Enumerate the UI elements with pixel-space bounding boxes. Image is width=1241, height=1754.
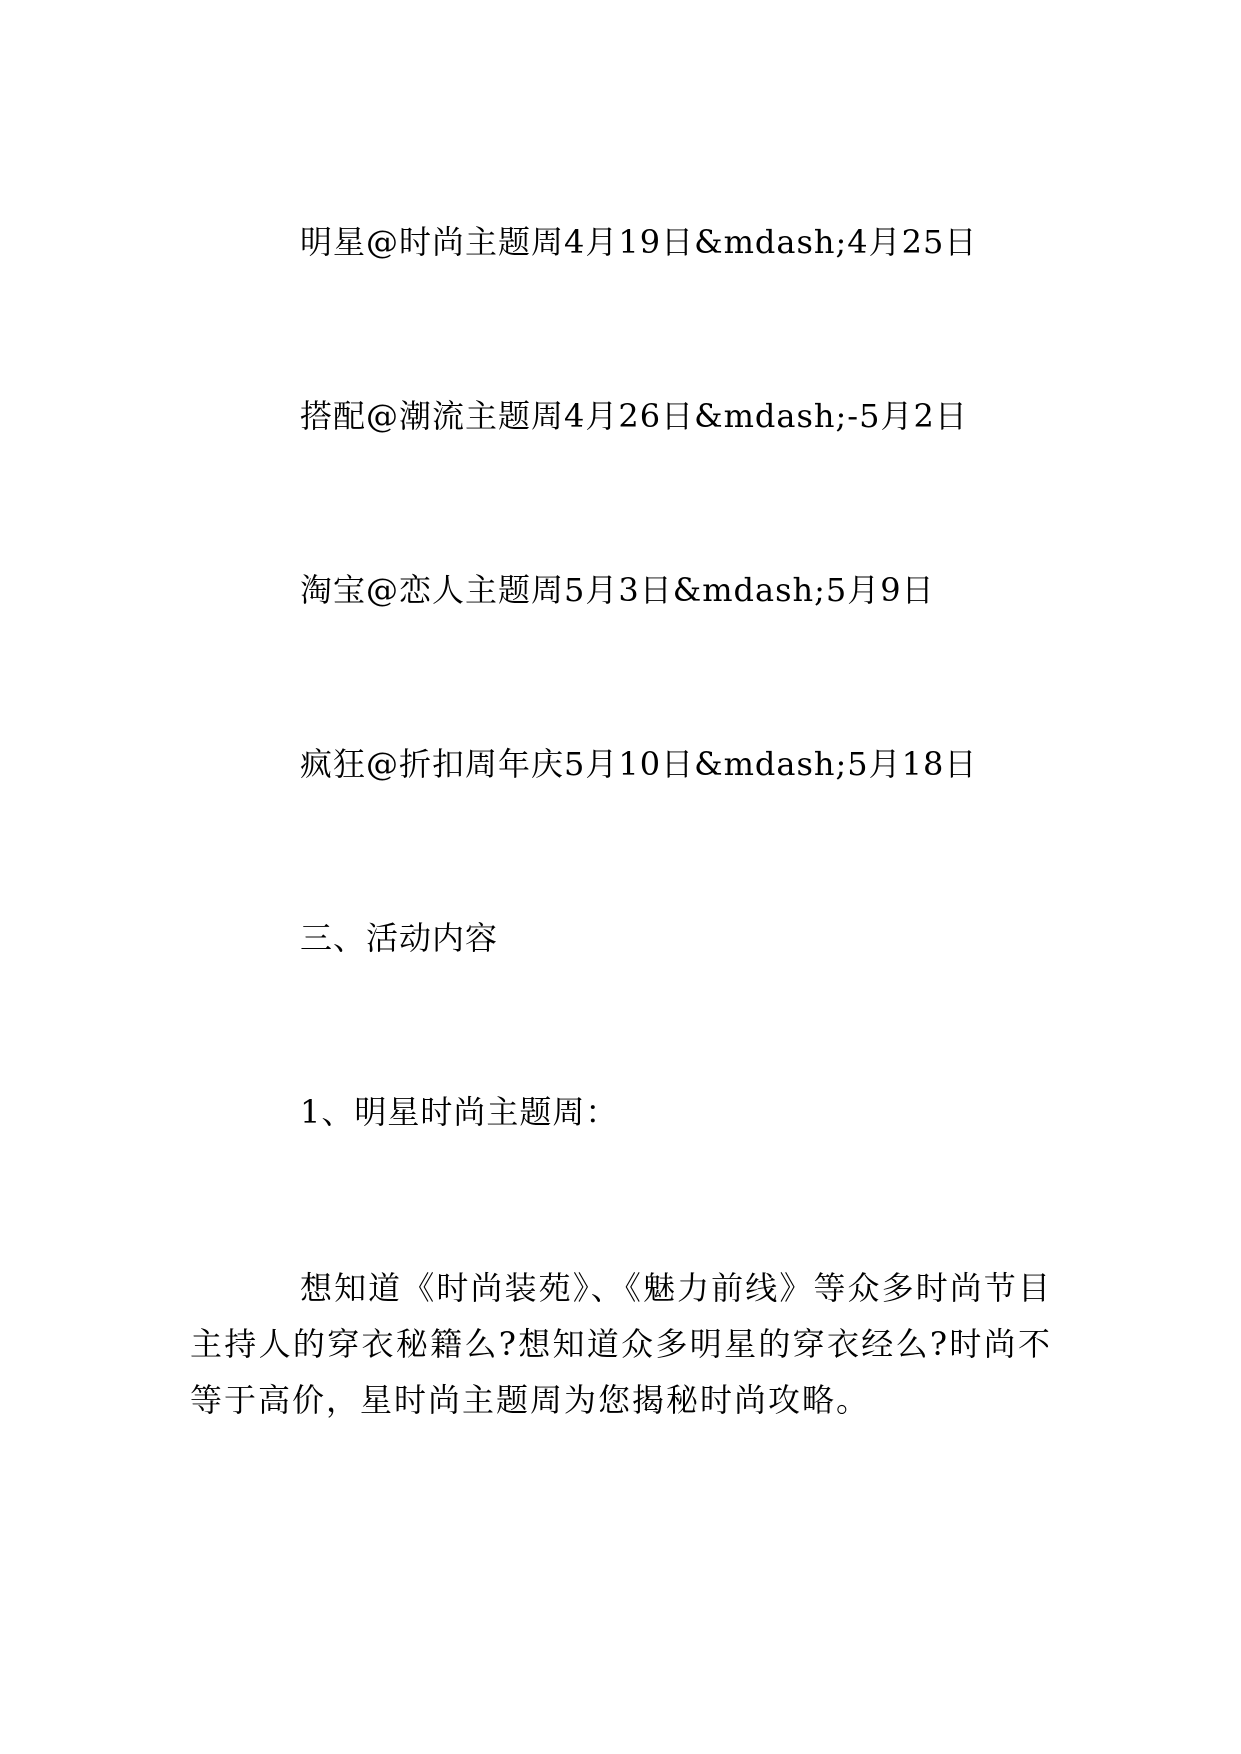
schedule-line-taobao-lovers-week: 淘宝@恋人主题周5月3日&mdash;5月9日	[300, 571, 935, 609]
schedule-line-matching-trend-week: 搭配@潮流主题周4月26日&mdash;-5月2日	[300, 397, 968, 435]
section-heading: 三、活动内容	[300, 919, 499, 957]
body-paragraph: 想知道《时尚装苑》、《魅力前线》等众多时尚节目主持人的穿衣秘籍么?想知道众多明星的穿衣经么?时尚不等于高价，星时尚主题周为您揭秘时尚攻略。	[190, 1269, 1052, 1419]
schedule-line-crazy-discount-anniversary: 疯狂@折扣周年庆5月10日&mdash;5月18日	[300, 745, 978, 783]
schedule-line-star-fashion-week: 明星@时尚主题周4月19日&mdash;4月25日	[300, 223, 978, 261]
subheading: 1、明星时尚主题周：	[300, 1093, 619, 1131]
